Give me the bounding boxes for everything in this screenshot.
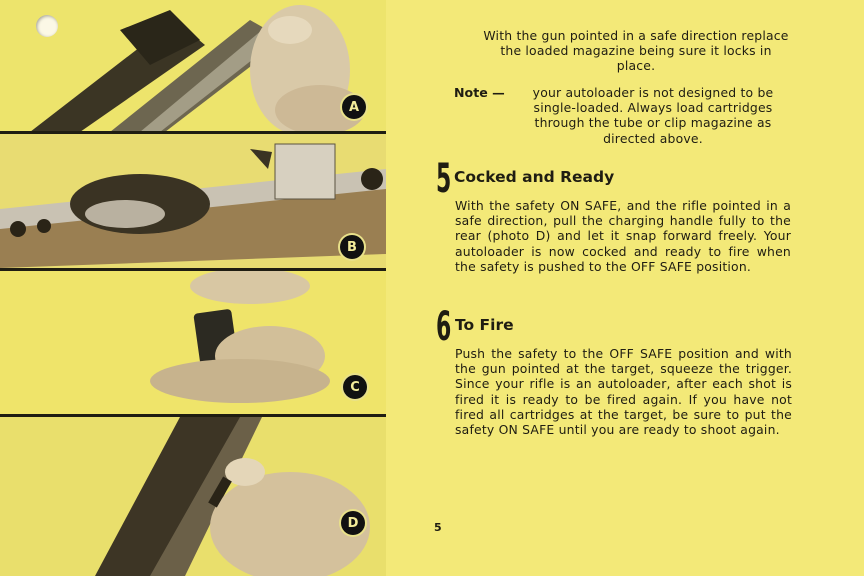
binder-hole: [36, 15, 58, 37]
note-label: Note —: [454, 85, 505, 100]
photo-a-badge: A: [342, 95, 366, 119]
intro-paragraph: With the gun pointed in a safe direction replace the loaded magazine being sure it locks in place.: [483, 28, 789, 74]
photo-column: [0, 0, 386, 576]
photo-d-illustration: [0, 417, 386, 576]
photo-a: [0, 0, 386, 132]
page-number: 5: [434, 521, 442, 534]
section-6-title: To Fire: [455, 316, 514, 334]
photo-d-badge: D: [341, 511, 365, 535]
photo-c: [0, 271, 386, 414]
photo-b-illustration: [0, 134, 386, 268]
photo-d: [0, 417, 386, 576]
note-text: your autoloader is not designed to be single-loaded. Always load cartridges through the tube or clip magazine as directed above.: [532, 85, 774, 146]
section-6-text: Push the safety to the OFF SAFE position and with the gun pointed at the target, squeeze the trigger. Since your rifle is an autoloader, after each shot is fired it is ready to be fired again. If you have not fired all cartridges at the target, be sure to put the safety ON SAFE until you are ready to shoot again.: [455, 346, 792, 438]
section-5-number: 5: [436, 156, 452, 202]
photo-c-badge: C: [343, 375, 367, 399]
section-5-text: With the safety ON SAFE, and the rifle pointed in a safe direction, pull the charging handle fully to the rear (photo D) and let it snap forward freely. Your autoloader is now cocked and ready to fire when the safety is pushed to the OFF SAFE position.: [455, 198, 791, 274]
photo-b-badge: B: [340, 235, 364, 259]
section-6-number: 6: [436, 304, 452, 350]
photo-a-illustration: [0, 0, 386, 132]
photo-b: [0, 134, 386, 268]
photo-c-illustration: [0, 271, 386, 414]
section-5-title: Cocked and Ready: [454, 168, 615, 186]
